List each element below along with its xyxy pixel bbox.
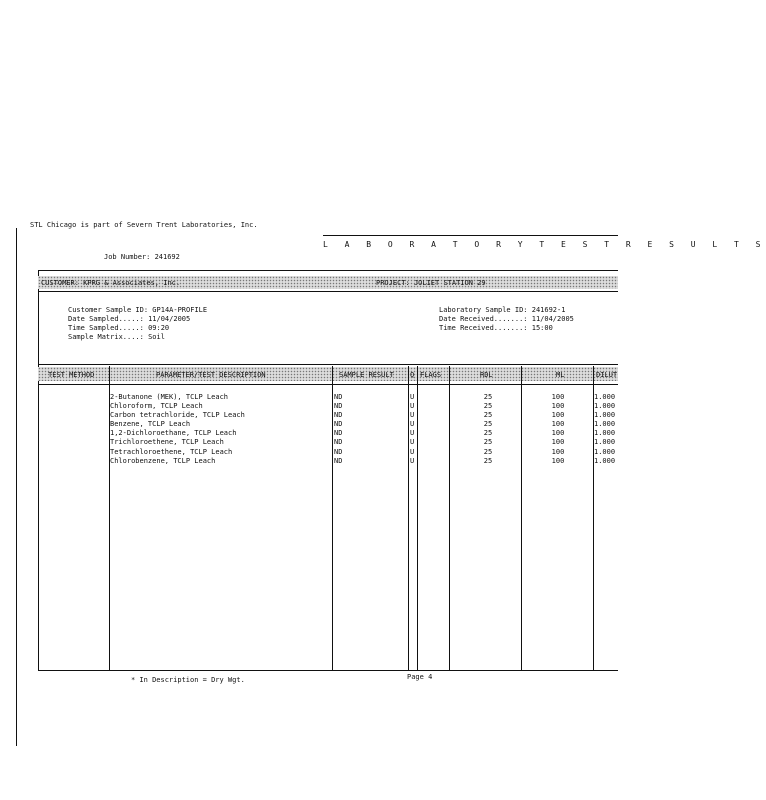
- rdl-column: [470, 393, 506, 466]
- col-rule-result: [408, 366, 409, 670]
- page-left-edge-mark: [16, 228, 17, 746]
- header-ml: ML: [556, 371, 565, 379]
- table-row: Trichloroethene, TCLP Leach: [110, 438, 224, 447]
- result-cell: ND: [334, 447, 343, 456]
- col-rule-parameter: [332, 366, 333, 670]
- rdl-cell: 25: [483, 402, 493, 411]
- ml-cell: 100: [551, 456, 565, 465]
- frame-left-border: [38, 270, 39, 670]
- ml-cell: 100: [551, 429, 565, 438]
- ml-cell: 100: [551, 393, 565, 401]
- frame-top-rule: [38, 270, 618, 271]
- customer-name: CUSTOMER: KPRG & Associates, Inc.: [41, 279, 181, 287]
- dilution-cell: 1.000: [594, 429, 616, 438]
- q-cell: U: [410, 456, 415, 465]
- q-cell: U: [410, 438, 415, 447]
- q-column: [410, 393, 414, 466]
- table-row: Chloroform, TCLP Leach: [110, 402, 203, 411]
- customer-bar-rule: [38, 291, 618, 292]
- table-header-top-rule: [38, 364, 618, 365]
- sample-info-right: [439, 306, 574, 333]
- result-cell: ND: [334, 420, 343, 429]
- footnote: * In Description = Dry Wgt.: [131, 676, 245, 684]
- result-cell: ND: [334, 429, 343, 438]
- table-row: 2-Butanone (MEK), TCLP Leach: [110, 393, 229, 401]
- result-cell: ND: [334, 393, 343, 401]
- ml-cell: 100: [551, 447, 565, 456]
- result-cell: ND: [334, 402, 343, 411]
- table-row: 1,2-Dichloroethane, TCLP Leach: [110, 429, 237, 438]
- ml-cell: 100: [551, 420, 565, 429]
- page-number: Page 4: [407, 673, 433, 681]
- table-row: Carbon tetrachloride, TCLP Leach: [110, 411, 245, 420]
- rdl-cell: 25: [483, 456, 493, 465]
- ml-column: [540, 393, 576, 466]
- q-cell: U: [410, 420, 415, 429]
- dilution-cell: 1.000: [594, 402, 616, 411]
- project-name: PROJECT: JOLIET STATION 29: [376, 279, 486, 287]
- sample-info-left: [68, 306, 207, 342]
- header-sample-result: SAMPLE RESULT: [339, 371, 394, 379]
- time-sampled: Time Sampled.....: 09:20: [68, 324, 170, 332]
- title-rule: [323, 235, 618, 236]
- col-rule-q: [417, 366, 418, 670]
- ml-cell: 100: [551, 438, 565, 447]
- q-cell: U: [410, 411, 415, 420]
- time-received: Time Received.......: 15:00: [439, 324, 553, 332]
- result-column: [334, 393, 342, 466]
- q-cell: U: [410, 393, 415, 401]
- rdl-cell: 25: [483, 393, 493, 401]
- dilution-column: [594, 393, 615, 466]
- header-parameter: PARAMETER/TEST DESCRIPTION: [156, 371, 266, 379]
- job-number-label: Job Number: 241692: [104, 253, 180, 261]
- sample-matrix: Sample Matrix....: Soil: [68, 333, 165, 341]
- ml-cell: 100: [551, 402, 565, 411]
- parameter-column: [110, 393, 245, 466]
- ml-cell: 100: [551, 411, 565, 420]
- table-bottom-rule: [38, 670, 618, 671]
- rdl-cell: 25: [483, 438, 493, 447]
- dilution-cell: 1.000: [594, 393, 616, 401]
- result-cell: ND: [334, 438, 343, 447]
- rdl-cell: 25: [483, 420, 493, 429]
- table-row: Chlorobenzene, TCLP Leach: [110, 456, 216, 465]
- header-flags: FLAGS: [420, 371, 442, 379]
- dilution-cell: 1.000: [594, 447, 616, 456]
- result-cell: ND: [334, 456, 343, 465]
- header-dilution: DILUT: [596, 371, 618, 379]
- table-row: Benzene, TCLP Leach: [110, 420, 191, 429]
- q-cell: U: [410, 447, 415, 456]
- laboratory-sample-id: Laboratory Sample ID: 241692-1: [439, 306, 566, 314]
- col-rule-flags: [449, 366, 450, 670]
- rdl-cell: 25: [483, 447, 493, 456]
- header-test-method: TEST METHOD: [48, 371, 95, 379]
- report-title: L A B O R A T O R Y T E S T R E S U L T S: [323, 240, 766, 249]
- customer-sample-id: Customer Sample ID: GP14A-PROFILE: [68, 306, 208, 314]
- table-header-bar: [38, 367, 618, 381]
- q-cell: U: [410, 429, 415, 438]
- company-line: STL Chicago is part of Severn Trent Laboratories, Inc.: [30, 221, 258, 229]
- date-sampled: Date Sampled.....: 11/04/2005: [68, 315, 191, 323]
- dilution-cell: 1.000: [594, 411, 616, 420]
- header-rdl: RDL: [480, 371, 493, 379]
- dilution-cell: 1.000: [594, 438, 616, 447]
- q-cell: U: [410, 402, 415, 411]
- table-row: Tetrachloroethene, TCLP Leach: [110, 447, 233, 456]
- rdl-cell: 25: [483, 411, 493, 420]
- rdl-cell: 25: [483, 429, 493, 438]
- header-q: Q: [410, 371, 415, 379]
- result-cell: ND: [334, 411, 343, 420]
- dilution-cell: 1.000: [594, 456, 616, 465]
- col-rule-rdl: [521, 366, 522, 670]
- date-received: Date Received.......: 11/04/2005: [439, 315, 574, 323]
- dilution-cell: 1.000: [594, 420, 616, 429]
- table-header-bottom-rule: [38, 384, 618, 385]
- job-number: 241692: [154, 253, 180, 261]
